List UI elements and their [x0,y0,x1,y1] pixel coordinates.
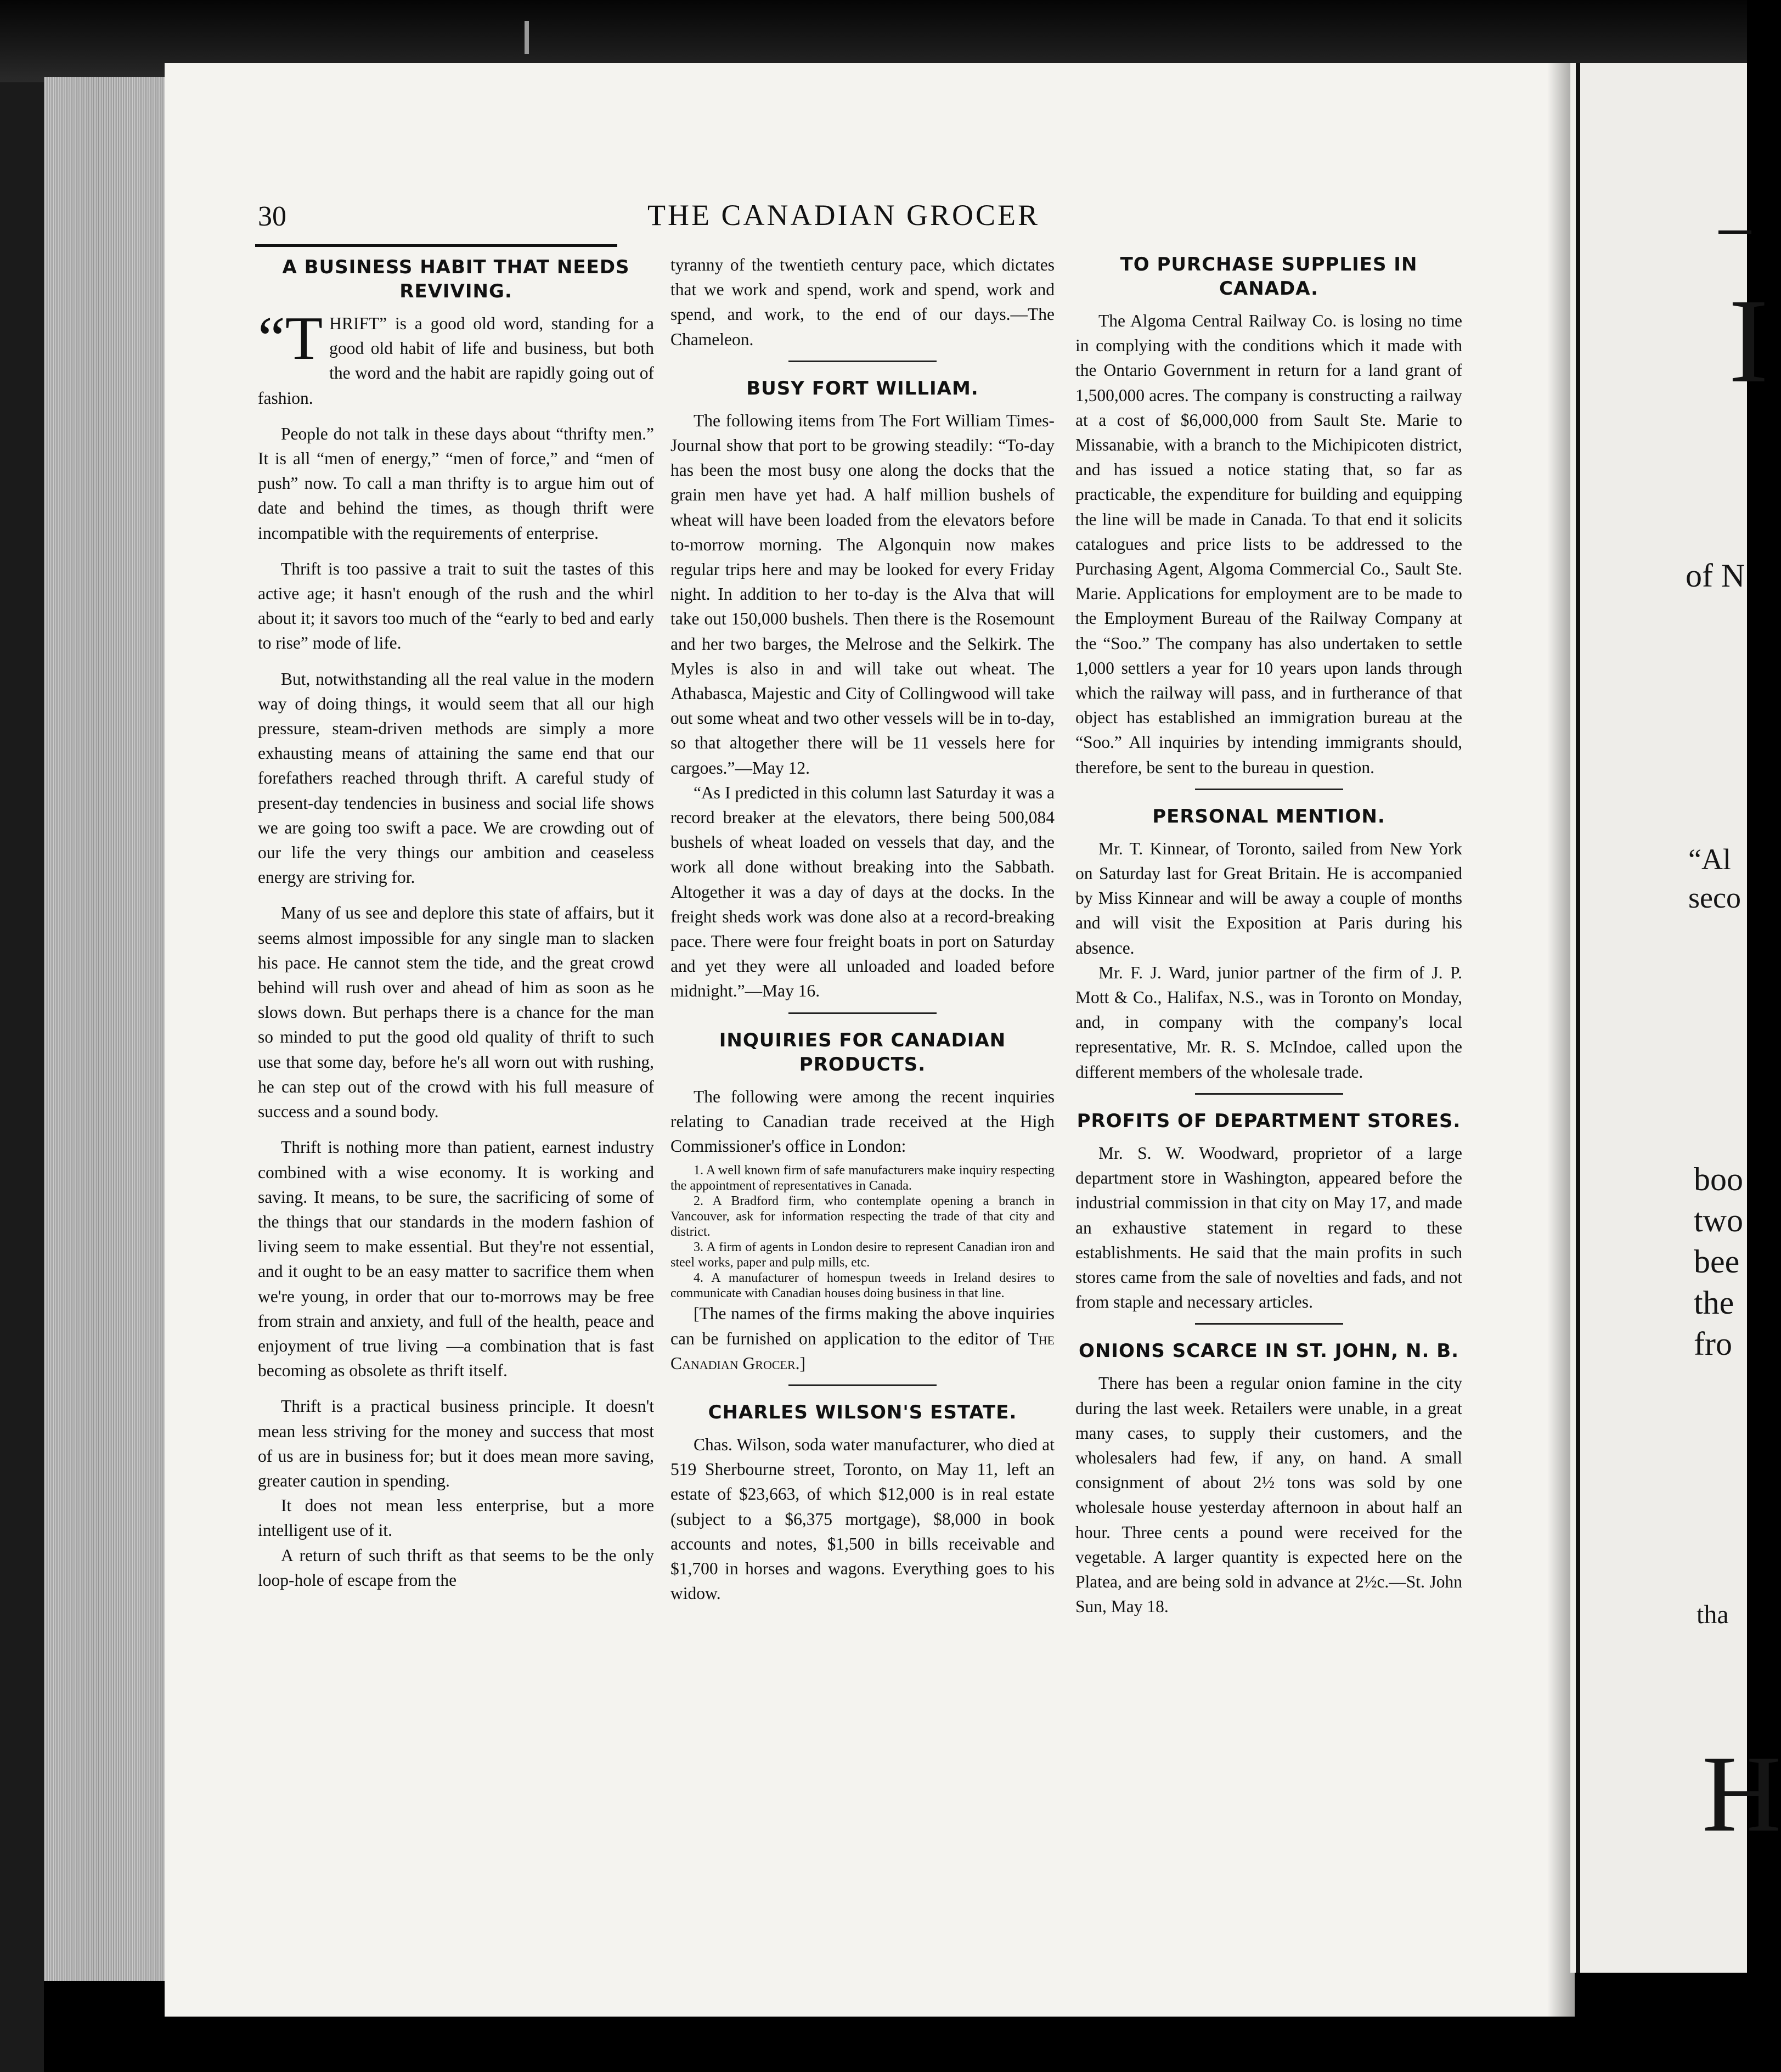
article-paragraph: tyranny of the twentieth century pace, which dictates that we work and spend, work and spend, work and spend, and work, to the end of our days.—The Chameleon. [670,255,1055,349]
article-paragraph: Mr. F. J. Ward, junior partner of the firm of J. P. Mott & Co., Halifax, N.S., was in Toronto on Monday, and, in company with the company's local representative, Mr. R. S. McIndoe, called upon the different members of the wholesale trade. [1075,962,1462,1082]
article-paragraph: Many of us see and deplore this state of affairs, but it seems almost impossible for any single man to slacken his pace. He cannot stem the tide, and the great crowd behind will rush over and ahead of him as soon as he slows down. But perhaps there is a chance for the man so minded to put the good old quality of thrift to such use that some day, before he's all worn out with rushing, he can step out of the crowd with his full measure of success and a sound body. [258,903,654,1122]
top-rule [255,244,617,247]
page [165,63,1575,2017]
running-head: THE CANADIAN GROCER [647,199,1040,232]
article-paragraph: Thrift is nothing more than patient, earnest industry combined with a wise economy. It is working and saving. It means, to be sure, the sacrificing of some of the things that our standards in the modern fashion of living seem to make essential. But they're not essential, and it ought to be an easy matter to sacrifice them when we're young, in order that our to-morrows may be free from strain and anxiety, and full of the health, peace and enjoyment of true living —a combination that is fast becoming as obsolete as thrift itself. [258,1138,654,1381]
article-paragraph: A return of such thrift as that seems to be the only loop-hole of escape from the [258,1545,654,1590]
article-paragraph: Chas. Wilson, soda water manufacturer, who died at 519 Sherbourne street, Toronto, on May 11, left an estate of $23,663, of which $12,000 is in real estate (subject to a $6,375 mortgage), $8,000 in book accounts and notes, $1,500 in bills receivable and $1,700 in horses and wagons. Everything goes to his widow. [670,1434,1055,1603]
inquiry-item: 3. A firm of agents in London desire to represent Canadian iron and steel works, paper and pulp mills, etc. [670,1240,1055,1270]
facing-page-text: two [1694,1202,1743,1238]
book-edge [0,82,44,2072]
facing-page-text: tha [1697,1600,1729,1629]
page-stack [44,77,176,1981]
article-paragraph: “As I predicted in this column last Saturday it was a record breaker at the elevators, there being 500,084 bushels of wheat loaded on vessels that day, and the work all done without breaking into the Sabbath. Altogether it was a day of days at the docks. In the freight sheds work was done also at a record-breaking pace. There were four freight boats in port on Saturday and yet they were all unloaded and loaded before midnight.”—May 16. [670,782,1055,1001]
column-3 [1075,252,1462,1619]
article-heading-wilson-estate: CHARLES WILSON'S ESTATE. [708,1401,1017,1423]
facing-page-rule [1576,63,1580,1973]
article-paragraph: People do not talk in these days about “thrifty men.” It is all “men of energy,” “men of force,” and “men of push” now. To call a man thrifty is to argue him out of date and behind the times, as though thrift were incompatible with the requirements of enterprise. [258,424,654,543]
article-heading-department-stores: PROFITS OF DEPARTMENT STORES. [1077,1110,1461,1132]
facing-page-text: bee [1694,1243,1740,1280]
editor-note: [The names of the firms making the above inquiries can be furnished on application to the editor of The Canadian Grocer.] [670,1304,1055,1373]
facing-page-text: boo [1694,1161,1743,1197]
column-2 [670,252,1055,1606]
column-1 [258,255,654,1592]
article-paragraph: The Algoma Central Railway Co. is losing no time in complying with the conditions which it made with the Ontario Government in return for a land grant of 1,500,000 acres. The company is constructing a railway at a cost of $6,000,000 from Sault Ste. Marie to Missanabie, with a branch to the Michipicoten district, and has issued a notice stating that, so far as practicable, the expenditure for building and equipping the line will be made in Canada. To that end it solicits catalogues and price lists to be addressed to the Purchasing Agent, Algoma Commercial Co., Sault Ste. Marie. Applications for employment are to be made to the Employment Bureau of the Railway Company at the “Soo.” The company has also undertaken to settle 1,000 settlers a year for 10 years upon lands through which the railway will pass, and in furtherance of that object has established an immigration bureau at the “Soo.” All inquiries by intending immigrants should, therefore, be sent to the bureau in question. [1075,311,1462,777]
section-divider [788,361,937,362]
facing-page-text: I [1728,274,1769,408]
article-paragraph: Thrift is too passive a trait to suit the tastes of this active age; it hasn't enough of the rush and the whirl about it; it savors too much of the “early to bed and early to rise” mode of life. [258,559,654,653]
article-paragraph: The following items from The Fort William Times-Journal show that port to be growing steadily: “To-day has been the most busy one along the docks that the grain men have yet had. A half million bushels of wheat will have been loaded from the elevators before to-morrow morning. The Algonquin now makes regular trips here and may be looked for every Friday night. In addition to her to-day is the Alva that will take out 150,000 bushels. Then there is the Rosemount and her two barges, the Melrose and the Selkirk. The Myles is also in and will take out wheat. The Athabasca, Majestic and City of Collingwood will take out some wheat and two other vessels will be in to-day, so that altogether there will be 11 vessels here for cargoes.”—May 12. [670,410,1055,778]
article-paragraph: There has been a regular onion famine in the city during the last week. Retailers were unable, in a great many cases, to supply their customers, and the wholesalers had few, if any, on hand. A small consignment of about 2½ tons was sold by one wholesale house yesterday afternoon in about half an hour. Three cents a pound were received for the vegetable. A larger quantity is expected here on the Platea, and are being sold in advance at 2½c.—St. John Sun, May 18. [1075,1373,1462,1617]
drop-cap: “T [258,305,323,373]
article-paragraph: It does not mean less enterprise, but a more intelligent use of it. [258,1496,654,1540]
article-heading-onions: ONIONS SCARCE IN ST. JOHN, N. B. [1078,1340,1459,1362]
inquiry-item: 4. A manufacturer of homespun tweeds in Ireland desires to communicate with Canadian houses doing business in that line. [670,1271,1055,1301]
article-paragraph: Mr. T. Kinnear, of Toronto, sailed from New York on Saturday last for Great Britain. He is accompanied by Miss Kinnear and will be away a couple of months and will visit the Exposition at Paris during his absence. [1075,838,1462,958]
article-heading-personal-mention: PERSONAL MENTION. [1152,805,1385,827]
facing-page-text: fro [1694,1326,1732,1362]
article-paragraph: Mr. S. W. Woodward, proprietor of a large department store in Washington, appeared before the industrial commission in that city on May 17, and made an exhaustive statement in regard to these establishments. He said that the main profits in such stores came from the sale of novelties and fads, and not from staple and necessary articles. [1075,1143,1462,1312]
article-paragraph: But, notwithstanding all the real value in the modern way of doing things, it would seem that all our high pressure, steam-driven methods are simply a more exhausting means of attaining the same end that our forefathers reached through thrift. A careful study of present-day tendencies in business and social life shows we are going too swift a pace. We are crowding out of our life the very things our ambition and ceaseless energy are striving for. [258,669,654,887]
section-divider [1195,789,1343,790]
section-divider [788,1012,937,1014]
article-paragraph: Thrift is a practical business principle. It doesn't mean less striving for the money and success that most of us are in business for; but it does mean more saving, greater caution in spending. [258,1397,654,1490]
article-paragraph: “T HRIFT” is a good old word, standing for a good old habit of life and business, but both the word and the habit are rapidly going out of fashion. [258,305,654,408]
facing-page-text: seco [1688,881,1741,914]
facing-page-text: “Al [1688,843,1731,876]
facing-page-text: the [1694,1285,1734,1321]
facing-page-text: of N [1686,558,1745,594]
scan-mark [525,21,529,54]
section-divider [1195,1323,1343,1325]
article-paragraph: The following were among the recent inquiries relating to Canadian trade received at the High Commissioner's office in London: [670,1086,1055,1156]
facing-page-hline [1718,230,1751,234]
article-heading-inquiries: INQUIRIES FOR CANADIAN PRODUCTS. [719,1029,1006,1076]
section-divider [788,1384,937,1386]
article-heading-business-habit: A BUSINESS HABIT THAT NEEDS REVIVING. [282,256,630,302]
inquiry-item: 2. A Bradford firm, who contemplate opening a branch in Vancouver, ask for information respecting the trade of that city and district. [670,1194,1055,1240]
inquiry-item: 1. A well known firm of safe manufacturers make inquiry respecting the appointment of representatives in Canada. [670,1163,1055,1193]
section-divider [1195,1093,1343,1095]
facing-page [1570,63,1781,1973]
page-number: 30 [258,201,286,232]
article-heading-purchase-supplies: TO PURCHASE SUPPLIES IN CANADA. [1120,254,1418,300]
facing-page-text: H [1702,1733,1781,1855]
article-heading-fort-william: BUSY FORT WILLIAM. [746,377,979,399]
